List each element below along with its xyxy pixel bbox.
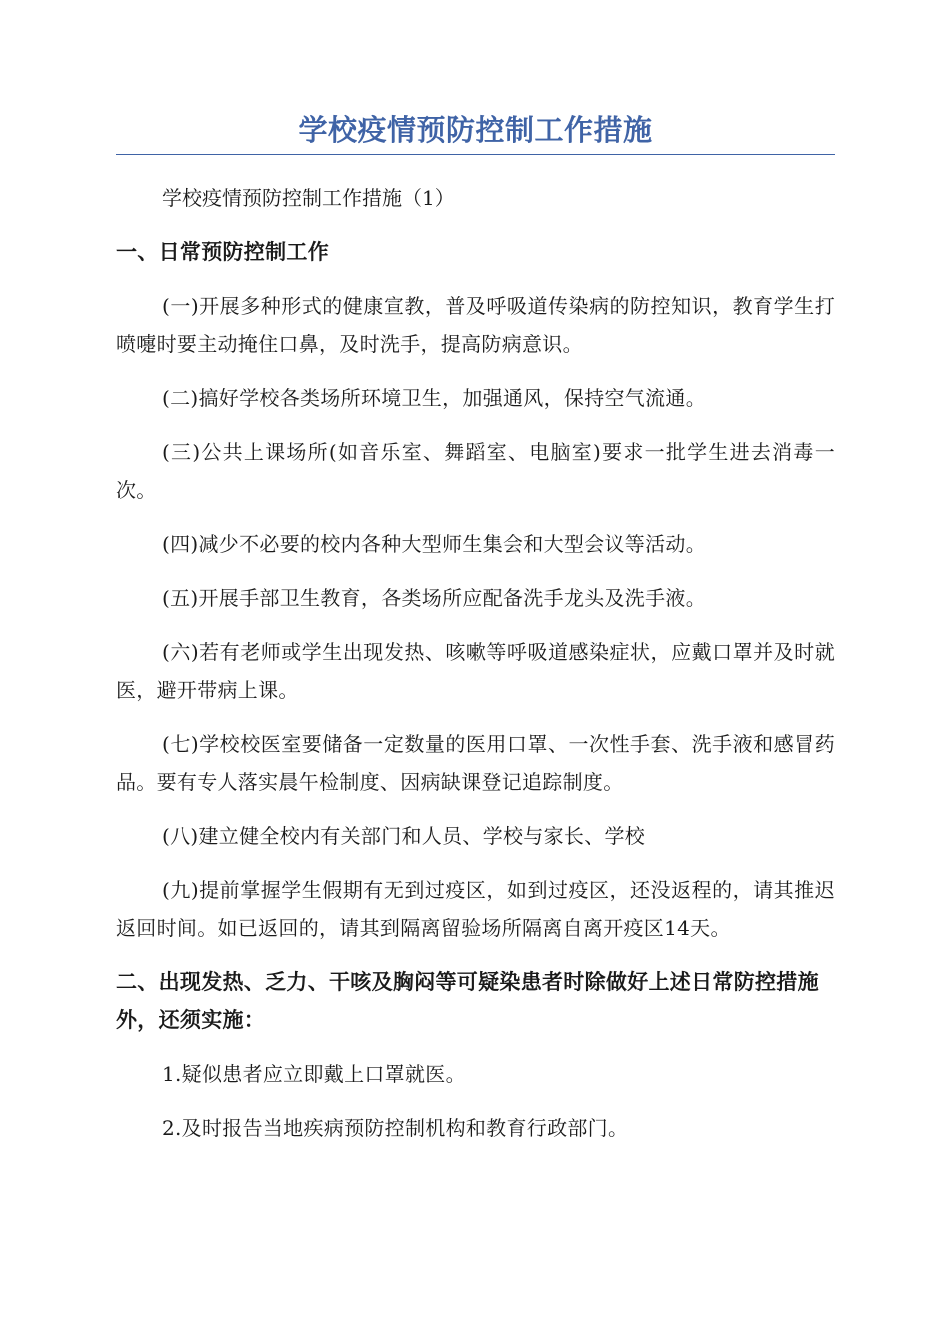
document-title: 学校疫情预防控制工作措施: [116, 108, 835, 155]
section-2-item-1: 1.疑似患者应立即戴上口罩就医。: [162, 1062, 466, 1086]
section-1-item-1: (一)开展多种形式的健康宣教，普及呼吸道传染病的防控知识，教育学生打喷嚏时要主动掩住口鼻，及时洗手，提高防病意识。: [116, 294, 835, 356]
document-subtitle: 学校疫情预防控制工作措施（1）: [162, 186, 455, 210]
section-2-heading: 二、出现发热、乏力、干咳及胸闷等可疑染患者时除做好上述日常防控措施外，还须实施：: [116, 969, 819, 1032]
section-1-item-9: (九)提前掌握学生假期有无到过疫区，如到过疫区，还没返程的，请其推迟返回时间。如已返回的，请其到隔离留验场所隔离自离开疫区14天。: [116, 878, 835, 940]
section-1-item-6: (六)若有老师或学生出现发热、咳嗽等呼吸道感染症状，应戴口罩并及时就医，避开带病上课。: [116, 640, 835, 702]
document-page: [116, 108, 835, 1147]
section-1-item-3: (三)公共上课场所(如音乐室、舞蹈室、电脑室)要求一批学生进去消毒一次。: [116, 440, 835, 502]
section-1-item-8: (八)建立健全校内有关部门和人员、学校与家长、学校: [162, 824, 646, 848]
section-1-item-4: (四)减少不必要的校内各种大型师生集会和大型会议等活动。: [162, 532, 707, 556]
section-2-item-2: 2.及时报告当地疾病预防控制机构和教育行政部门。: [162, 1116, 629, 1140]
section-1-item-2: (二)搞好学校各类场所环境卫生，加强通风，保持空气流通。: [162, 386, 707, 410]
section-1-item-7: (七)学校校医室要储备一定数量的医用口罩、一次性手套、洗手液和感冒药品。要有专人落实晨午检制度、因病缺课登记追踪制度。: [116, 732, 835, 794]
section-1-item-5: (五)开展手部卫生教育，各类场所应配备洗手龙头及洗手液。: [162, 586, 707, 610]
section-1-heading: 一、日常预防控制工作: [116, 239, 329, 264]
